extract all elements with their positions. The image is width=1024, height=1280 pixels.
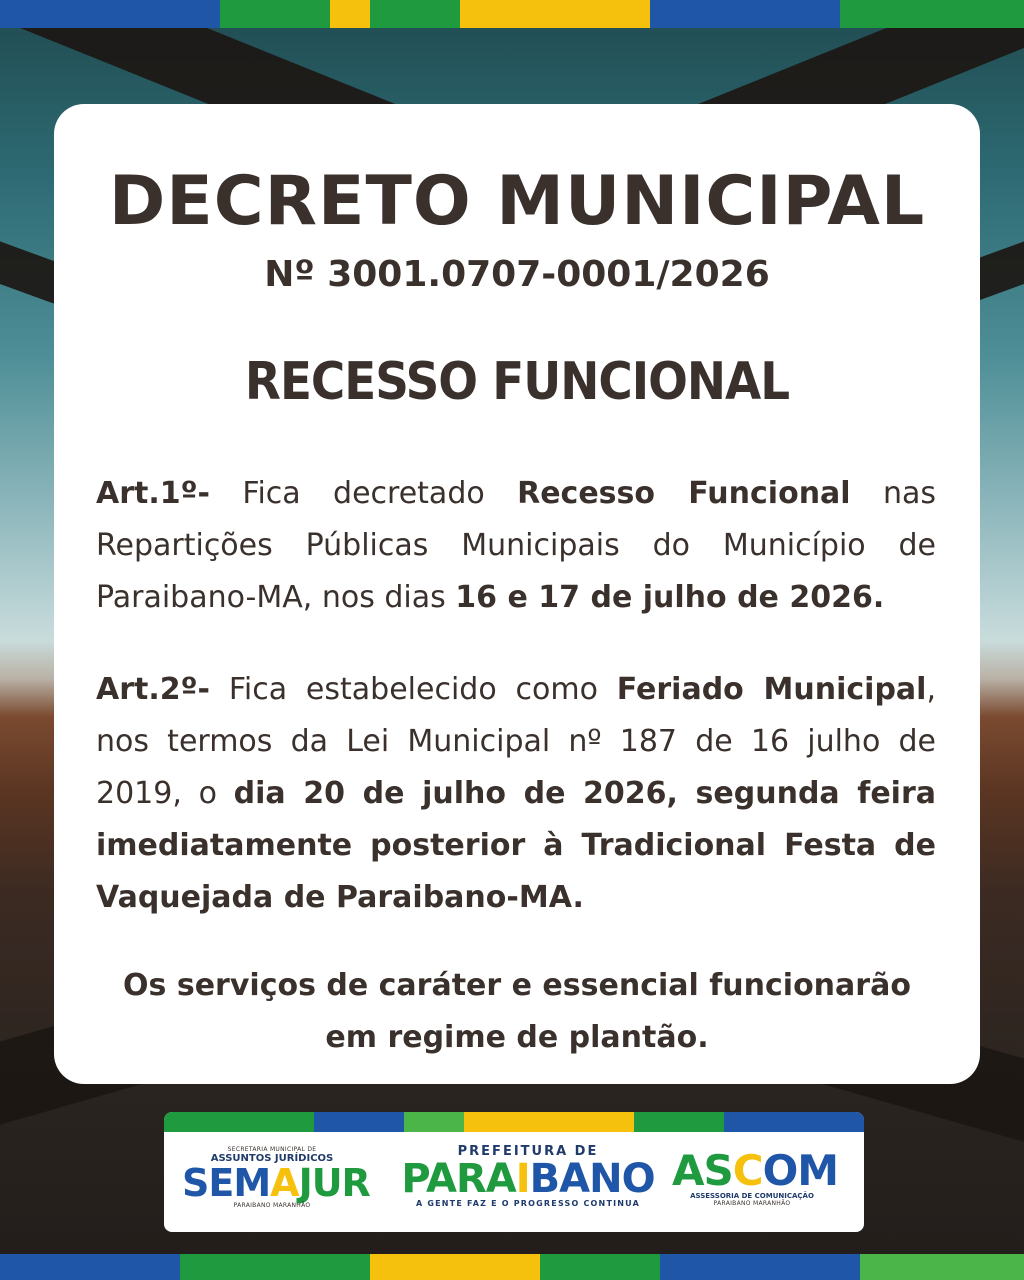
prefeitura-wordmark: PARAIBANO: [401, 1156, 655, 1202]
article-1-label: Art.1º-: [96, 476, 210, 511]
article-2-text-b: , nos termos da Lei Municipal nº 187 de 16 julho de 2019, o: [96, 672, 936, 811]
article-2-bold-b: dia 20 de julho de 2026, segunda feira imediatamente posterior à Tradicional Festa de Vaquejada de Paraibano-MA.: [96, 776, 937, 915]
page-title: DECRETO MUNICIPAL: [108, 162, 926, 241]
article-1-bold-b: 16 e 17 de julho de 2026.: [455, 580, 885, 615]
ascom-assessoria-text: ASSESSORIA DE COMUNICAÇÃO: [690, 1192, 814, 1200]
ascom-location-text: PARAIBANO MARANHÃO: [713, 1200, 791, 1207]
top-color-stripe: [0, 0, 1024, 28]
article-1: [96, 468, 936, 624]
semajur-logo: [182, 1146, 370, 1209]
decree-number: Nº 3001.0707-0001/2026: [264, 254, 770, 295]
prefeitura-label: PREFEITURA DE: [457, 1144, 599, 1159]
ascom-logo: [672, 1146, 839, 1207]
decree-card: [54, 104, 980, 1084]
prefeitura-logo: [396, 1144, 660, 1208]
service-note: [54, 960, 980, 1064]
article-2-text-a: Fica estabelecido como: [210, 672, 617, 707]
semajur-secretaria-text: SECRETARIA MUNICIPAL DE: [227, 1146, 317, 1153]
logo-bar: [164, 1112, 864, 1232]
decree-subtitle: RECESSO FUNCIONAL: [244, 352, 790, 412]
article-2-bold-a: Feriado Municipal: [616, 672, 927, 707]
article-2-label: Art.2º-: [96, 672, 210, 707]
logo-bar-stripe: [164, 1112, 864, 1132]
ascom-wordmark: ASCOM: [672, 1146, 839, 1195]
article-1-text-b: nas Repartições Públicas Municipais do Município de Paraibano-MA, nos dias: [96, 476, 936, 615]
semajur-assuntos-text: ASSUNTOS JURÍDICOS: [210, 1153, 334, 1164]
article-1-text-a: Fica decretado: [210, 476, 518, 511]
semajur-wordmark: SEMAJUR: [182, 1161, 370, 1205]
article-1-bold-a: Recesso Funcional: [517, 476, 851, 511]
semajur-location-text: PARAIBANO MARANHÃO: [233, 1202, 311, 1209]
bottom-color-stripe: [0, 1254, 1024, 1280]
prefeitura-slogan: A GENTE FAZ E O PROGRESSO CONTINUA: [415, 1199, 641, 1208]
service-note-line-1: Os serviços de caráter e essencial funcionarão: [123, 968, 911, 1003]
article-2: [96, 664, 936, 924]
service-note-line-2: em regime de plantão.: [325, 1020, 709, 1055]
